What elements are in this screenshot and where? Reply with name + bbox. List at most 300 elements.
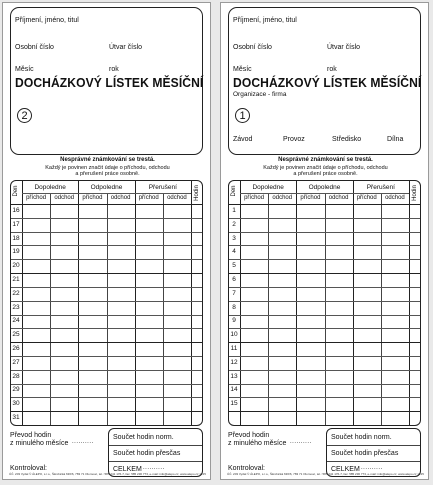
time-cell[interactable] <box>51 205 77 217</box>
time-cell[interactable] <box>108 288 134 300</box>
time-cell[interactable] <box>269 343 295 355</box>
time-cell[interactable] <box>382 274 408 286</box>
day-number: 10 <box>230 331 238 339</box>
time-cell[interactable] <box>269 260 295 272</box>
departure-subheader: odchod <box>167 195 187 201</box>
time-cell[interactable] <box>136 412 162 424</box>
time-cell[interactable] <box>51 357 77 369</box>
departure-subheader: odchod <box>328 195 349 201</box>
warning-line: a přerušení práce osobně. <box>293 171 358 178</box>
day-number: 7 <box>232 289 236 297</box>
publisher-fine-print: ÚČ. 203 Vydal © ÁLEPO, s.r.o., Škrobická 636/6, 783 71 Olomouc, tel.: 585 241 176-7, fax: 585 230 773, e-mail: info@alepo.cz, www.alepo.cz 1215 <box>9 472 206 476</box>
time-cell[interactable] <box>354 371 380 383</box>
time-cell[interactable] <box>108 246 134 258</box>
controller-label: Kontroloval: <box>228 465 265 472</box>
time-cell[interactable] <box>164 357 190 369</box>
time-cell[interactable] <box>382 329 408 341</box>
time-cell[interactable] <box>23 219 49 231</box>
day-number: 20 <box>12 262 20 270</box>
arrival-subheader: příchod <box>26 195 47 201</box>
day-number: 30 <box>12 400 20 408</box>
warning-bold: Nesprávné známkování se trestá. <box>60 157 155 163</box>
time-cell[interactable] <box>297 412 323 424</box>
time-cell[interactable] <box>51 288 77 300</box>
time-cell[interactable] <box>382 302 408 314</box>
transfer-field[interactable]: .......... <box>72 439 94 445</box>
time-cell[interactable] <box>23 246 49 258</box>
time-cell[interactable] <box>108 357 134 369</box>
time-cell[interactable] <box>164 371 190 383</box>
time-cell[interactable] <box>79 343 105 355</box>
form-title: DOCHÁZKOVÝ LÍSTEK MĚSÍČNÍ <box>233 75 422 90</box>
time-cell[interactable] <box>164 398 190 410</box>
time-cell[interactable] <box>51 233 77 245</box>
time-cell[interactable] <box>108 205 134 217</box>
time-cell[interactable] <box>108 385 134 397</box>
time-cell[interactable] <box>79 371 105 383</box>
time-cell[interactable] <box>382 343 408 355</box>
time-cell[interactable] <box>164 260 190 272</box>
time-cell[interactable] <box>269 246 295 258</box>
time-cell[interactable] <box>79 288 105 300</box>
day-number: 2 <box>232 220 236 228</box>
sum-overtime-label: Součet hodin přesčas <box>331 450 399 457</box>
time-cell[interactable] <box>51 302 77 314</box>
timesheet-card-right <box>220 2 429 480</box>
time-cell[interactable] <box>136 302 162 314</box>
time-cell[interactable] <box>354 412 380 424</box>
time-cell[interactable] <box>51 274 77 286</box>
time-cell[interactable] <box>79 233 105 245</box>
time-cell[interactable] <box>297 274 323 286</box>
arrival-subheader: příchod <box>356 195 377 201</box>
time-cell[interactable] <box>354 329 380 341</box>
time-cell[interactable] <box>23 385 49 397</box>
time-cell[interactable] <box>79 302 105 314</box>
time-cell[interactable] <box>326 233 352 245</box>
sheet-number-circle: 1 <box>235 108 250 123</box>
time-cell[interactable] <box>23 288 49 300</box>
time-cell[interactable] <box>269 398 295 410</box>
time-cell[interactable] <box>136 329 162 341</box>
day-number: 28 <box>12 372 20 380</box>
time-cell[interactable] <box>136 233 162 245</box>
time-cell[interactable] <box>136 288 162 300</box>
time-cell[interactable] <box>79 260 105 272</box>
time-cell[interactable] <box>297 288 323 300</box>
hours-column-header: Hodin <box>194 185 200 201</box>
warning-notice <box>3 157 212 178</box>
transfer-label: Převod hodin <box>10 432 52 439</box>
time-cell[interactable] <box>23 371 49 383</box>
personal-number-label: Osobní číslo <box>15 44 54 51</box>
time-cell[interactable] <box>164 274 190 286</box>
time-cell[interactable] <box>108 316 134 328</box>
time-cell[interactable] <box>136 219 162 231</box>
time-cell[interactable] <box>108 302 134 314</box>
time-cell[interactable] <box>164 412 190 424</box>
time-cell[interactable] <box>23 205 49 217</box>
time-cell[interactable] <box>269 371 295 383</box>
time-cell[interactable] <box>297 260 323 272</box>
time-cell[interactable] <box>382 205 408 217</box>
time-cell[interactable] <box>241 260 267 272</box>
day-number: 24 <box>12 317 20 325</box>
time-cell[interactable] <box>326 329 352 341</box>
time-cell[interactable] <box>382 357 408 369</box>
time-cell[interactable] <box>108 371 134 383</box>
time-cell[interactable] <box>241 412 267 424</box>
header-box <box>10 7 203 155</box>
time-cell[interactable] <box>241 302 267 314</box>
operation-label: Provoz <box>283 136 305 143</box>
time-cell[interactable] <box>354 260 380 272</box>
time-cell[interactable] <box>241 274 267 286</box>
time-cell[interactable] <box>136 371 162 383</box>
time-cell[interactable] <box>297 357 323 369</box>
time-cell[interactable] <box>241 316 267 328</box>
time-cell[interactable] <box>382 246 408 258</box>
col-morning-header: Dopoledne <box>252 184 284 191</box>
day-number: 3 <box>232 234 236 242</box>
col-afternoon-header: Odpoledne <box>308 184 341 191</box>
time-cell[interactable] <box>51 343 77 355</box>
time-cell[interactable] <box>354 219 380 231</box>
time-cell[interactable] <box>326 398 352 410</box>
month-label: Měsíc <box>15 66 34 73</box>
center-label: Středisko <box>332 136 362 143</box>
time-cell[interactable] <box>136 343 162 355</box>
time-cell[interactable] <box>326 302 352 314</box>
day-number: 1 <box>232 206 236 214</box>
time-cell[interactable] <box>354 288 380 300</box>
time-cell[interactable] <box>354 233 380 245</box>
time-cell[interactable] <box>354 205 380 217</box>
day-number: 18 <box>12 234 20 242</box>
time-cell[interactable] <box>297 246 323 258</box>
time-cell[interactable] <box>51 329 77 341</box>
attendance-table <box>228 180 421 426</box>
time-cell[interactable] <box>51 371 77 383</box>
time-cell[interactable] <box>136 398 162 410</box>
footer <box>228 428 421 478</box>
time-cell[interactable] <box>51 219 77 231</box>
day-number: 25 <box>12 331 20 339</box>
time-cell[interactable] <box>23 302 49 314</box>
time-cell[interactable] <box>23 398 49 410</box>
time-cell[interactable] <box>241 233 267 245</box>
time-cell[interactable] <box>164 233 190 245</box>
time-cell[interactable] <box>269 385 295 397</box>
name-label: Příjmení, jméno, titul <box>233 17 297 24</box>
plant-label: Závod <box>233 136 253 143</box>
day-number: 21 <box>12 275 20 283</box>
time-cell[interactable] <box>297 233 323 245</box>
arrival-subheader: příchod <box>300 195 321 201</box>
time-cell[interactable] <box>136 246 162 258</box>
time-cell[interactable] <box>241 398 267 410</box>
time-cell[interactable] <box>79 219 105 231</box>
time-cell[interactable] <box>136 385 162 397</box>
col-break-header: Přerušení <box>366 184 395 191</box>
arrival-subheader: příchod <box>82 195 103 201</box>
timesheet-card-left <box>2 2 211 480</box>
month-label: Měsíc <box>233 66 252 73</box>
time-cell[interactable] <box>326 316 352 328</box>
time-cell[interactable] <box>354 302 380 314</box>
day-number: 26 <box>12 345 20 353</box>
total-label: CELKEM <box>113 466 142 473</box>
time-cell[interactable] <box>164 288 190 300</box>
header-divider <box>240 193 409 194</box>
time-cell[interactable] <box>51 316 77 328</box>
time-cell[interactable] <box>269 316 295 328</box>
time-cell[interactable] <box>79 357 105 369</box>
day-number: 29 <box>12 386 20 394</box>
time-cell[interactable] <box>79 398 105 410</box>
time-cell[interactable] <box>354 385 380 397</box>
day-number: 11 <box>230 345 238 353</box>
header-box <box>228 7 421 155</box>
day-number: 15 <box>230 400 238 408</box>
time-cell[interactable] <box>241 371 267 383</box>
time-cell[interactable] <box>297 219 323 231</box>
time-cell[interactable] <box>326 385 352 397</box>
time-cell[interactable] <box>164 246 190 258</box>
time-cell[interactable] <box>241 343 267 355</box>
col-morning-header: Dopoledne <box>34 184 66 191</box>
day-number: 22 <box>12 289 20 297</box>
transfer-label: z minulého měsíce <box>228 440 287 447</box>
time-cell[interactable] <box>297 316 323 328</box>
year-label: rok <box>327 66 337 73</box>
col-break-header: Přerušení <box>148 184 177 191</box>
time-cell[interactable] <box>326 219 352 231</box>
sum-overtime-label: Součet hodin přesčas <box>113 450 181 457</box>
time-cell[interactable] <box>382 219 408 231</box>
time-cell[interactable] <box>382 371 408 383</box>
time-cell[interactable] <box>382 288 408 300</box>
time-cell[interactable] <box>108 398 134 410</box>
warning-line: a přerušení práce osobně. <box>75 171 140 178</box>
time-cell[interactable] <box>326 371 352 383</box>
warning-line: Každý je povinen značit údaje o příchodu, odchodu <box>263 164 388 171</box>
sheet-number-circle: 2 <box>17 108 32 123</box>
time-cell[interactable] <box>51 385 77 397</box>
summary-box <box>326 428 421 477</box>
time-cell[interactable] <box>354 398 380 410</box>
workshop-label: Dílna <box>387 136 404 143</box>
controller-label: Kontroloval: <box>10 465 47 472</box>
time-cell[interactable] <box>23 357 49 369</box>
time-cell[interactable] <box>269 302 295 314</box>
time-cell[interactable] <box>79 412 105 424</box>
time-cell[interactable] <box>326 357 352 369</box>
time-cell[interactable] <box>297 398 323 410</box>
time-cell[interactable] <box>382 398 408 410</box>
time-cell[interactable] <box>269 233 295 245</box>
time-cell[interactable] <box>23 274 49 286</box>
time-cell[interactable] <box>354 343 380 355</box>
time-cell[interactable] <box>269 357 295 369</box>
time-cell[interactable] <box>269 219 295 231</box>
time-cell[interactable] <box>51 260 77 272</box>
organization-label: Organizace - firma <box>233 91 287 98</box>
footer <box>10 428 203 478</box>
day-number: 5 <box>232 262 236 270</box>
time-cell[interactable] <box>164 302 190 314</box>
time-cell[interactable] <box>108 343 134 355</box>
sum-norm-label: Součet hodin norm. <box>113 434 174 441</box>
day-number: 23 <box>12 303 20 311</box>
time-cell[interactable] <box>326 274 352 286</box>
time-cell[interactable] <box>326 205 352 217</box>
time-cell[interactable] <box>382 233 408 245</box>
time-cell[interactable] <box>297 329 323 341</box>
year-label: rok <box>109 66 119 73</box>
time-cell[interactable] <box>241 205 267 217</box>
time-cell[interactable] <box>326 260 352 272</box>
time-cell[interactable] <box>241 246 267 258</box>
time-cell[interactable] <box>79 246 105 258</box>
day-number: 13 <box>230 372 238 380</box>
time-cell[interactable] <box>241 329 267 341</box>
time-cell[interactable] <box>164 205 190 217</box>
time-cell[interactable] <box>326 343 352 355</box>
time-cell[interactable] <box>354 316 380 328</box>
publisher-fine-print: ÚČ. 203 Vydal © ÁLEPO, s.r.o., Škrobická 636/6, 783 71 Olomouc, tel.: 585 241 176-7, fax: 585 230 773, e-mail: info@alepo.cz, www.alepo.cz 1215 <box>227 472 424 476</box>
sum-norm-label: Součet hodin norm. <box>331 434 392 441</box>
time-cell[interactable] <box>136 205 162 217</box>
departure-subheader: odchod <box>385 195 405 201</box>
time-cell[interactable] <box>297 371 323 383</box>
time-cell[interactable] <box>164 329 190 341</box>
time-cell[interactable] <box>108 219 134 231</box>
total-field[interactable]: .......... <box>361 465 383 471</box>
total-label: CELKEM <box>331 466 360 473</box>
time-cell[interactable] <box>269 274 295 286</box>
day-number: 19 <box>12 248 20 256</box>
form-title: DOCHÁZKOVÝ LÍSTEK MĚSÍČNÍ <box>15 75 204 90</box>
time-cell[interactable] <box>164 316 190 328</box>
time-cell[interactable] <box>297 302 323 314</box>
time-cell[interactable] <box>108 329 134 341</box>
day-column-header: Den <box>231 185 237 197</box>
time-cell[interactable] <box>108 233 134 245</box>
time-cell[interactable] <box>354 246 380 258</box>
time-cell[interactable] <box>136 357 162 369</box>
warning-bold: Nesprávné známkování se trestá. <box>278 157 373 163</box>
time-cell[interactable] <box>51 246 77 258</box>
arrival-subheader: příchod <box>244 195 265 201</box>
time-cell[interactable] <box>326 246 352 258</box>
time-cell[interactable] <box>79 385 105 397</box>
personal-number-label: Osobní číslo <box>233 44 272 51</box>
day-number: 27 <box>12 358 20 366</box>
time-cell[interactable] <box>354 274 380 286</box>
transfer-field[interactable]: .......... <box>290 439 312 445</box>
transfer-label: z minulého měsíce <box>10 440 69 447</box>
time-cell[interactable] <box>136 316 162 328</box>
day-number: 12 <box>230 358 238 366</box>
name-label: Příjmení, jméno, titul <box>15 17 79 24</box>
day-number: 9 <box>232 317 236 325</box>
time-cell[interactable] <box>269 205 295 217</box>
day-number: 31 <box>12 414 20 422</box>
day-number: 17 <box>12 220 20 228</box>
time-cell[interactable] <box>79 205 105 217</box>
time-cell[interactable] <box>241 385 267 397</box>
time-cell[interactable] <box>23 233 49 245</box>
time-cell[interactable] <box>326 412 352 424</box>
day-number: 4 <box>232 248 236 256</box>
day-number: 16 <box>12 206 20 214</box>
time-cell[interactable] <box>136 274 162 286</box>
arrival-subheader: příchod <box>138 195 159 201</box>
department-label: Útvar číslo <box>327 44 361 51</box>
time-cell[interactable] <box>382 385 408 397</box>
total-field[interactable]: .......... <box>143 465 165 471</box>
day-number: 14 <box>230 386 238 394</box>
time-cell[interactable] <box>79 274 105 286</box>
time-cell[interactable] <box>269 329 295 341</box>
summary-box <box>108 428 203 477</box>
transfer-label: Převod hodin <box>228 432 270 439</box>
warning-notice <box>221 157 430 178</box>
time-cell[interactable] <box>51 398 77 410</box>
time-cell[interactable] <box>326 288 352 300</box>
day-number: 8 <box>232 303 236 311</box>
hours-column-header: Hodin <box>412 185 418 201</box>
time-cell[interactable] <box>241 288 267 300</box>
time-cell[interactable] <box>23 412 49 424</box>
time-cell[interactable] <box>241 357 267 369</box>
time-cell[interactable] <box>79 329 105 341</box>
time-cell[interactable] <box>164 219 190 231</box>
time-cell[interactable] <box>269 288 295 300</box>
time-cell[interactable] <box>23 316 49 328</box>
time-cell[interactable] <box>269 412 295 424</box>
time-cell[interactable] <box>164 385 190 397</box>
day-column-header: Den <box>13 185 19 197</box>
time-cell[interactable] <box>382 412 408 424</box>
time-cell[interactable] <box>136 260 162 272</box>
time-cell[interactable] <box>23 329 49 341</box>
time-cell[interactable] <box>108 260 134 272</box>
col-afternoon-header: Odpoledne <box>90 184 123 191</box>
time-cell[interactable] <box>297 205 323 217</box>
warning-line: Každý je povinen značit údaje o příchodu, odchodu <box>45 164 170 171</box>
time-cell[interactable] <box>51 412 77 424</box>
time-cell[interactable] <box>108 412 134 424</box>
time-cell[interactable] <box>297 385 323 397</box>
time-cell[interactable] <box>164 343 190 355</box>
time-cell[interactable] <box>354 357 380 369</box>
time-cell[interactable] <box>241 219 267 231</box>
time-cell[interactable] <box>23 260 49 272</box>
attendance-table <box>10 180 203 426</box>
time-cell[interactable] <box>382 316 408 328</box>
time-cell[interactable] <box>79 316 105 328</box>
day-number: 6 <box>232 275 236 283</box>
time-cell[interactable] <box>23 343 49 355</box>
header-divider <box>22 193 191 194</box>
time-cell[interactable] <box>297 343 323 355</box>
department-label: Útvar číslo <box>109 44 143 51</box>
time-cell[interactable] <box>108 274 134 286</box>
time-cell[interactable] <box>382 260 408 272</box>
departure-subheader: odchod <box>110 195 131 201</box>
